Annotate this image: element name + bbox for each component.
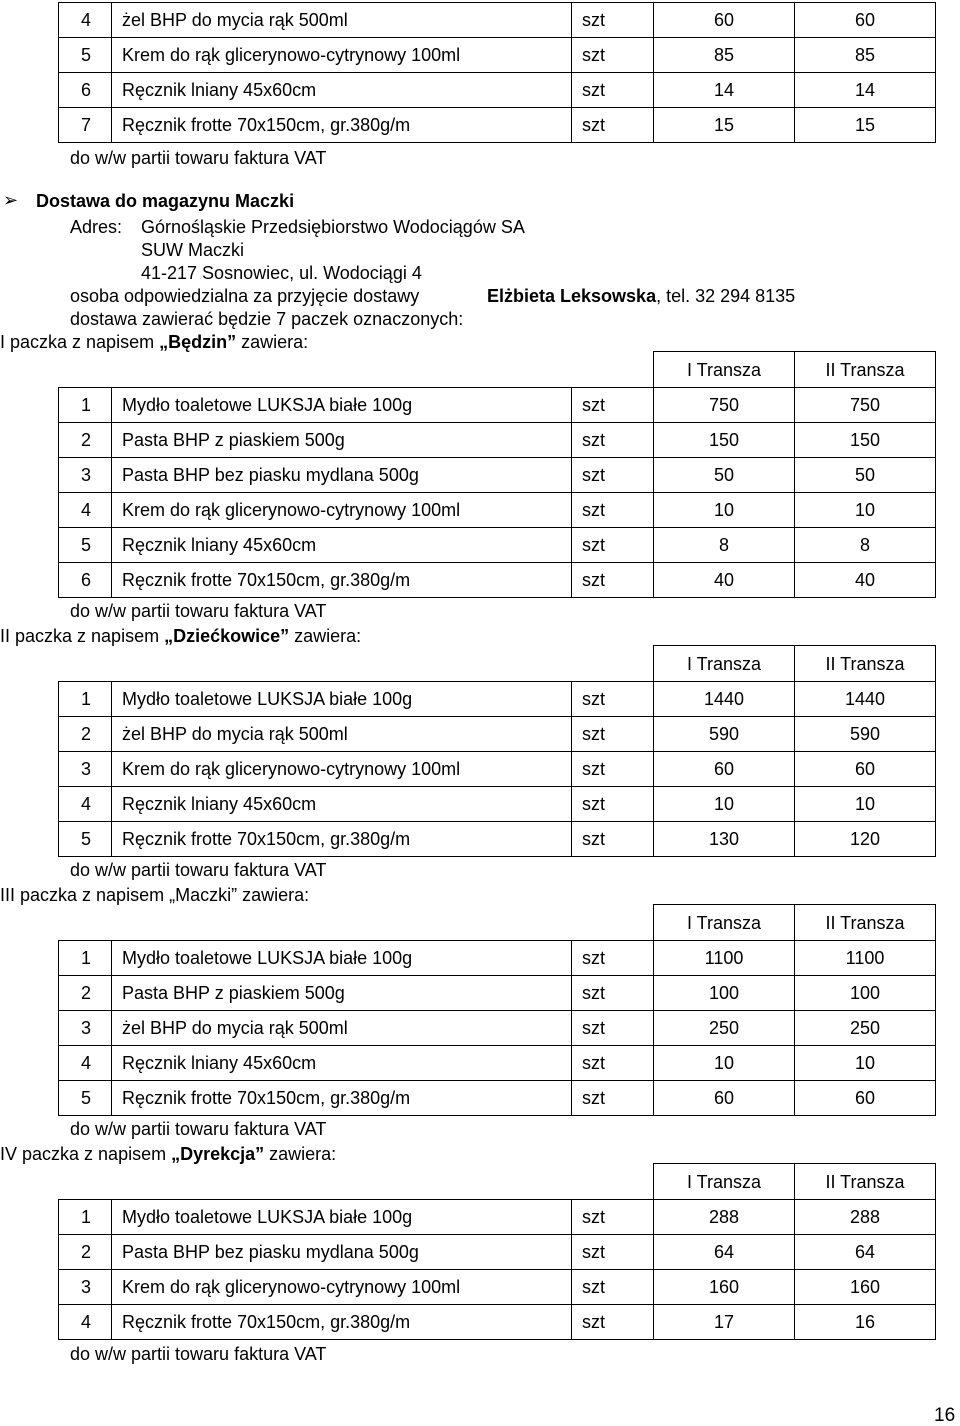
- table-row: [59, 3, 936, 38]
- row-number: 3: [59, 752, 112, 787]
- bullet-arrow-icon: ➢: [3, 190, 19, 210]
- responsible-label: osoba odpowiedzialna za przyjęcie dostawy: [70, 286, 420, 306]
- table-row: [59, 563, 936, 598]
- qty-tranche-2: 288: [795, 1200, 936, 1235]
- item-unit: szt: [572, 787, 654, 822]
- qty-tranche-2: 15: [795, 108, 936, 143]
- row-number: 1: [59, 682, 112, 717]
- qty-tranche-1: 14: [654, 73, 795, 108]
- table-row: [59, 1046, 936, 1081]
- item-unit: szt: [572, 1235, 654, 1270]
- table-header-row: [59, 352, 936, 388]
- item-unit: szt: [572, 3, 654, 38]
- package-table: [58, 351, 936, 598]
- table-row: [59, 73, 936, 108]
- invoice-note: do w/w partii towaru faktura VAT: [70, 1344, 327, 1364]
- item-name: Pasta BHP z piaskiem 500g: [112, 423, 572, 458]
- qty-tranche-2: 16: [795, 1305, 936, 1340]
- table-header-row: [59, 646, 936, 682]
- item-unit: szt: [572, 1270, 654, 1305]
- qty-tranche-1: 8: [654, 528, 795, 563]
- qty-tranche-2: 40: [795, 563, 936, 598]
- row-number: 4: [59, 493, 112, 528]
- row-number: 5: [59, 528, 112, 563]
- column-header-tranche-2: II Transza: [795, 646, 936, 682]
- qty-tranche-1: 64: [654, 1235, 795, 1270]
- package-heading: [0, 333, 308, 351]
- package-prefix: IV paczka z napisem: [0, 1144, 172, 1164]
- table-row: [59, 976, 936, 1011]
- qty-tranche-1: 60: [654, 3, 795, 38]
- column-header-tranche-2: II Transza: [795, 905, 936, 941]
- item-name: Ręcznik lniany 45x60cm: [112, 787, 572, 822]
- package-heading: [0, 627, 361, 645]
- qty-tranche-1: 130: [654, 822, 795, 857]
- row-number: 4: [59, 787, 112, 822]
- address-line-3: 41-217 Sosnowiec, ul. Wodociągi 4: [141, 263, 422, 283]
- row-number: 5: [59, 1081, 112, 1116]
- package-prefix: III paczka z napisem: [0, 885, 170, 905]
- table-row: [59, 528, 936, 563]
- row-number: 3: [59, 1270, 112, 1305]
- item-unit: szt: [572, 563, 654, 598]
- item-name: żel BHP do mycia rąk 500ml: [112, 3, 572, 38]
- table-row: [59, 717, 936, 752]
- responsible-contact: [487, 287, 795, 305]
- row-number: 2: [59, 423, 112, 458]
- item-unit: szt: [572, 493, 654, 528]
- table-row: [59, 493, 936, 528]
- table-row: [59, 458, 936, 493]
- row-number: 3: [59, 1011, 112, 1046]
- item-name: Ręcznik frotte 70x150cm, gr.380g/m: [112, 1081, 572, 1116]
- qty-tranche-2: 590: [795, 717, 936, 752]
- qty-tranche-2: 10: [795, 1046, 936, 1081]
- row-number: 4: [59, 1305, 112, 1340]
- address-line-1: Górnośląskie Przedsiębiorstwo Wodociągów SA: [141, 217, 525, 237]
- package-heading: [0, 1145, 336, 1163]
- package-label: „Będzin”: [159, 332, 237, 352]
- row-number: 4: [59, 1046, 112, 1081]
- qty-tranche-2: 100: [795, 976, 936, 1011]
- qty-tranche-1: 50: [654, 458, 795, 493]
- item-name: Ręcznik frotte 70x150cm, gr.380g/m: [112, 1305, 572, 1340]
- table-row: [59, 1305, 936, 1340]
- item-name: Mydło toaletowe LUKSJA białe 100g: [112, 388, 572, 423]
- item-unit: szt: [572, 752, 654, 787]
- item-name: Mydło toaletowe LUKSJA białe 100g: [112, 941, 572, 976]
- delivery-heading: Dostawa do magazynu Maczki: [36, 191, 295, 211]
- qty-tranche-2: 1440: [795, 682, 936, 717]
- item-unit: szt: [572, 423, 654, 458]
- column-header-tranche-2: II Transza: [795, 352, 936, 388]
- item-unit: szt: [572, 976, 654, 1011]
- item-unit: szt: [572, 73, 654, 108]
- row-number: 1: [59, 941, 112, 976]
- address-line-2: SUW Maczki: [141, 240, 244, 260]
- qty-tranche-2: 60: [795, 3, 936, 38]
- package-suffix: zawiera:: [237, 885, 310, 905]
- package-prefix: II paczka z napisem: [0, 626, 165, 646]
- qty-tranche-1: 10: [654, 493, 795, 528]
- row-number: 5: [59, 822, 112, 857]
- qty-tranche-1: 60: [654, 1081, 795, 1116]
- table-row: [59, 941, 936, 976]
- invoice-note: do w/w partii towaru faktura VAT: [70, 148, 327, 168]
- item-name: Ręcznik lniany 45x60cm: [112, 528, 572, 563]
- row-number: 1: [59, 388, 112, 423]
- qty-tranche-1: 150: [654, 423, 795, 458]
- item-unit: szt: [572, 1200, 654, 1235]
- table-header-row: [59, 905, 936, 941]
- package-heading: [0, 886, 309, 904]
- qty-tranche-1: 100: [654, 976, 795, 1011]
- package-label: „Dyrekcja”: [171, 1144, 265, 1164]
- item-name: Mydło toaletowe LUKSJA białe 100g: [112, 682, 572, 717]
- column-header-tranche-1: I Transza: [654, 1164, 795, 1200]
- row-number: 6: [59, 563, 112, 598]
- qty-tranche-1: 590: [654, 717, 795, 752]
- package-label: „Maczki”: [169, 885, 238, 905]
- qty-tranche-1: 750: [654, 388, 795, 423]
- qty-tranche-1: 15: [654, 108, 795, 143]
- item-name: Pasta BHP bez piasku mydlana 500g: [112, 1235, 572, 1270]
- table-row: [59, 822, 936, 857]
- item-unit: szt: [572, 108, 654, 143]
- table-row: [59, 1081, 936, 1116]
- qty-tranche-2: 150: [795, 423, 936, 458]
- item-unit: szt: [572, 717, 654, 752]
- item-unit: szt: [572, 528, 654, 563]
- item-unit: szt: [572, 1305, 654, 1340]
- item-name: Mydło toaletowe LUKSJA białe 100g: [112, 1200, 572, 1235]
- column-header-tranche-1: I Transza: [654, 646, 795, 682]
- qty-tranche-1: 1100: [654, 941, 795, 976]
- qty-tranche-1: 1440: [654, 682, 795, 717]
- responsible-name: Elżbieta Leksowska: [487, 286, 657, 306]
- item-unit: szt: [572, 682, 654, 717]
- packages-intro: dostawa zawierać będzie 7 paczek oznaczonych:: [70, 309, 464, 329]
- invoice-note: do w/w partii towaru faktura VAT: [70, 860, 327, 880]
- qty-tranche-1: 288: [654, 1200, 795, 1235]
- package-table: [58, 645, 936, 857]
- row-number: 2: [59, 976, 112, 1011]
- package-table: [58, 904, 936, 1116]
- column-header-tranche-2: II Transza: [795, 1164, 936, 1200]
- item-unit: szt: [572, 1011, 654, 1046]
- row-number: 5: [59, 38, 112, 73]
- qty-tranche-2: 8: [795, 528, 936, 563]
- table-row: [59, 108, 936, 143]
- qty-tranche-2: 10: [795, 787, 936, 822]
- qty-tranche-2: 1100: [795, 941, 936, 976]
- table-row: [59, 388, 936, 423]
- item-name: Pasta BHP z piaskiem 500g: [112, 976, 572, 1011]
- qty-tranche-1: 250: [654, 1011, 795, 1046]
- item-unit: szt: [572, 38, 654, 73]
- table-row: [59, 1011, 936, 1046]
- package-suffix: zawiera:: [289, 626, 362, 646]
- invoice-note: do w/w partii towaru faktura VAT: [70, 601, 327, 621]
- package-suffix: zawiera:: [264, 1144, 337, 1164]
- qty-tranche-2: 60: [795, 1081, 936, 1116]
- row-number: 3: [59, 458, 112, 493]
- qty-tranche-2: 50: [795, 458, 936, 493]
- table-row: [59, 787, 936, 822]
- item-name: Krem do rąk glicerynowo-cytrynowy 100ml: [112, 493, 572, 528]
- row-number: 2: [59, 717, 112, 752]
- package-suffix: zawiera:: [236, 332, 309, 352]
- column-header-tranche-1: I Transza: [654, 352, 795, 388]
- qty-tranche-1: 10: [654, 787, 795, 822]
- item-unit: szt: [572, 458, 654, 493]
- item-name: Krem do rąk glicerynowo-cytrynowy 100ml: [112, 1270, 572, 1305]
- item-unit: szt: [572, 388, 654, 423]
- item-name: żel BHP do mycia rąk 500ml: [112, 717, 572, 752]
- qty-tranche-1: 160: [654, 1270, 795, 1305]
- package-prefix: I paczka z napisem: [0, 332, 160, 352]
- responsible-phone: , tel. 32 294 8135: [656, 286, 796, 306]
- item-name: Ręcznik lniany 45x60cm: [112, 73, 572, 108]
- item-name: żel BHP do mycia rąk 500ml: [112, 1011, 572, 1046]
- qty-tranche-2: 60: [795, 752, 936, 787]
- qty-tranche-2: 120: [795, 822, 936, 857]
- qty-tranche-1: 60: [654, 752, 795, 787]
- invoice-note: do w/w partii towaru faktura VAT: [70, 1119, 327, 1139]
- item-name: Ręcznik frotte 70x150cm, gr.380g/m: [112, 108, 572, 143]
- qty-tranche-1: 85: [654, 38, 795, 73]
- qty-tranche-2: 160: [795, 1270, 936, 1305]
- item-unit: szt: [572, 1046, 654, 1081]
- qty-tranche-1: 17: [654, 1305, 795, 1340]
- qty-tranche-1: 10: [654, 1046, 795, 1081]
- table-row: [59, 1235, 936, 1270]
- item-name: Ręcznik frotte 70x150cm, gr.380g/m: [112, 563, 572, 598]
- item-name: Krem do rąk glicerynowo-cytrynowy 100ml: [112, 38, 572, 73]
- table-row: [59, 682, 936, 717]
- item-name: Ręcznik lniany 45x60cm: [112, 1046, 572, 1081]
- table-row: [59, 752, 936, 787]
- qty-tranche-2: 14: [795, 73, 936, 108]
- qty-tranche-2: 750: [795, 388, 936, 423]
- row-number: 4: [59, 3, 112, 38]
- qty-tranche-2: 64: [795, 1235, 936, 1270]
- item-unit: szt: [572, 822, 654, 857]
- qty-tranche-2: 85: [795, 38, 936, 73]
- row-number: 6: [59, 73, 112, 108]
- qty-tranche-2: 10: [795, 493, 936, 528]
- table-header-row: [59, 1164, 936, 1200]
- table-row: [59, 423, 936, 458]
- page-number: 16: [934, 1405, 956, 1426]
- address-label: Adres:: [70, 217, 123, 237]
- qty-tranche-2: 250: [795, 1011, 936, 1046]
- continued-items-table: [58, 2, 936, 143]
- package-label: „Dziećkowice”: [164, 626, 290, 646]
- column-header-tranche-1: I Transza: [654, 905, 795, 941]
- table-row: [59, 38, 936, 73]
- item-unit: szt: [572, 941, 654, 976]
- row-number: 1: [59, 1200, 112, 1235]
- item-name: Krem do rąk glicerynowo-cytrynowy 100ml: [112, 752, 572, 787]
- qty-tranche-1: 40: [654, 563, 795, 598]
- row-number: 7: [59, 108, 112, 143]
- item-name: Ręcznik frotte 70x150cm, gr.380g/m: [112, 822, 572, 857]
- row-number: 2: [59, 1235, 112, 1270]
- item-unit: szt: [572, 1081, 654, 1116]
- item-name: Pasta BHP bez piasku mydlana 500g: [112, 458, 572, 493]
- table-row: [59, 1270, 936, 1305]
- package-table: [58, 1163, 936, 1340]
- table-row: [59, 1200, 936, 1235]
